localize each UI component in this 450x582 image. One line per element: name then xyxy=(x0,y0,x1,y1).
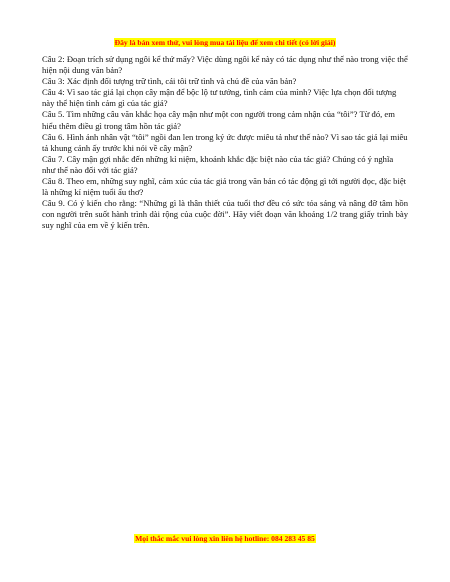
question-4: Câu 4: Vì sao tác giả lại chọn cây mận để bộc lộ tư tưởng, tình cảm của mình? Việc lựa chọn đối tượng này thể hiện tình cảm gì của tác giả? xyxy=(42,87,397,109)
question-7: Câu 7. Cây mận gợi nhắc đến những kỉ niệm, khoảnh khắc đặc biệt nào của tác giả? Chúng có ý nghĩa như thế nào đối với tác giả? xyxy=(42,153,394,175)
question-list xyxy=(42,54,408,232)
question-6: Câu 6. Hình ảnh nhân vật “tôi” ngồi đan len trong ký ức được miêu tả như thế nào? Vì sao tác giả lại miêu tả khung cảnh ấy trước khi nói về cây mận? xyxy=(42,131,408,153)
footer-notice-text: Mọi thắc mắc vui lòng xin liên hệ hotline: 084 283 45 85 xyxy=(135,534,315,543)
question-8: Câu 8. Theo em, những suy nghĩ, cảm xúc của tác giả trong văn bản có tác động gì tới người đọc, đặc biệt là những kỉ niệm tuổi ấu thơ? xyxy=(42,176,407,198)
question-2: Câu 2: Đoạn trích sử dụng ngôi kể thứ mấy? Việc dùng ngôi kể này có tác dụng như thế nào trong việc thể hiện nội dung văn bản? xyxy=(42,54,408,76)
header-notice xyxy=(0,38,450,48)
header-notice-text: Đây là bản xem thử, vui lòng mua tài liệu để xem chi tiết (có lời giải) xyxy=(114,38,336,47)
question-9: Câu 9. Có ý kiến cho rằng: “Những gì là thân thiết của tuổi thơ đều có sức tỏa sáng và nâng đỡ tâm hồn con người trên suốt hành trình dài rộng của cuộc đời”. Hãy viết đoạn văn khoảng 1/2 trang giấy trình bày suy nghĩ của em về ý kiến trên. xyxy=(42,198,408,231)
question-3: Câu 3: Xác định đối tượng trữ tình, cái tôi trữ tình và chủ đề của văn bản? xyxy=(42,76,297,87)
footer-notice xyxy=(0,534,450,544)
question-5: Câu 5. Tìm những câu văn khắc họa cây mận như một con người trong cảm nhận của “tôi”? Từ đó, em hiểu thêm điều gì trong tâm hồn tác giả? xyxy=(42,109,395,131)
